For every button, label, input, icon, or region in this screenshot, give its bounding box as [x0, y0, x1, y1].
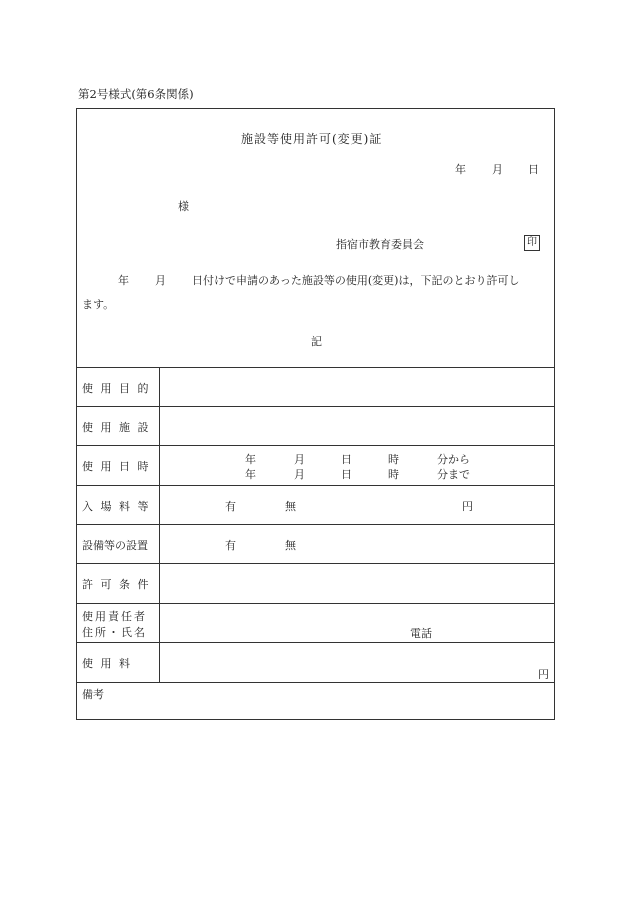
row-divider	[76, 603, 555, 604]
dt-from-day: 日	[341, 453, 352, 466]
row-divider	[76, 406, 555, 407]
label-remarks: 備考	[82, 688, 104, 701]
label-admission: 入 場 料 等	[82, 500, 151, 513]
body-text: 日付けで申請のあった施設等の使用(変更)は，下記のとおり許可し	[192, 274, 520, 287]
label-equipment: 設備等の設置	[82, 539, 148, 552]
dt-to-year: 年	[245, 468, 256, 481]
equipment-no: 無	[285, 539, 296, 552]
dt-to-month: 月	[294, 468, 305, 481]
seal-mark: 印	[524, 235, 540, 251]
label-column-divider	[159, 367, 160, 682]
dt-from-minute: 分から	[437, 453, 470, 466]
row-divider	[76, 367, 555, 368]
label-fee: 使 用 料	[82, 657, 132, 670]
label-conditions: 許 可 条 件	[82, 578, 151, 591]
body-month-label: 月	[155, 274, 166, 287]
form-title: 施設等使用許可(変更)証	[241, 132, 383, 146]
admission-yen: 円	[462, 500, 473, 513]
dt-from-hour: 時	[388, 453, 399, 466]
label-manager-line2: 住所・氏名	[82, 626, 147, 639]
phone-label: 電話	[410, 627, 432, 640]
body-year-label: 年	[118, 274, 129, 287]
row-divider	[76, 524, 555, 525]
dt-from-year: 年	[245, 453, 256, 466]
equipment-yes: 有	[225, 539, 236, 552]
issue-day-label: 日	[528, 163, 539, 176]
form-number: 第2号様式(第6条関係)	[78, 87, 194, 101]
admission-no: 無	[285, 500, 296, 513]
dt-to-day: 日	[341, 468, 352, 481]
fee-yen: 円	[538, 668, 549, 681]
label-facility: 使 用 施 設	[82, 421, 151, 434]
issuer-name: 指宿市教育委員会	[336, 238, 424, 251]
row-divider	[76, 563, 555, 564]
body-text-continued: ます。	[82, 298, 115, 311]
row-divider	[76, 682, 555, 683]
label-manager-line1: 使用責任者	[82, 610, 147, 623]
dt-to-hour: 時	[388, 468, 399, 481]
ki-heading: 記	[311, 335, 322, 348]
row-divider	[76, 445, 555, 446]
dt-to-minute: 分まで	[437, 468, 470, 481]
permit-form	[76, 108, 555, 720]
label-purpose: 使 用 目 的	[82, 382, 151, 395]
admission-yes: 有	[225, 500, 236, 513]
issue-month-label: 月	[492, 163, 503, 176]
row-divider	[76, 642, 555, 643]
row-divider	[76, 485, 555, 486]
dt-from-month: 月	[294, 453, 305, 466]
recipient-suffix: 様	[178, 200, 189, 213]
label-datetime: 使 用 日 時	[82, 460, 151, 473]
issue-year-label: 年	[455, 163, 466, 176]
